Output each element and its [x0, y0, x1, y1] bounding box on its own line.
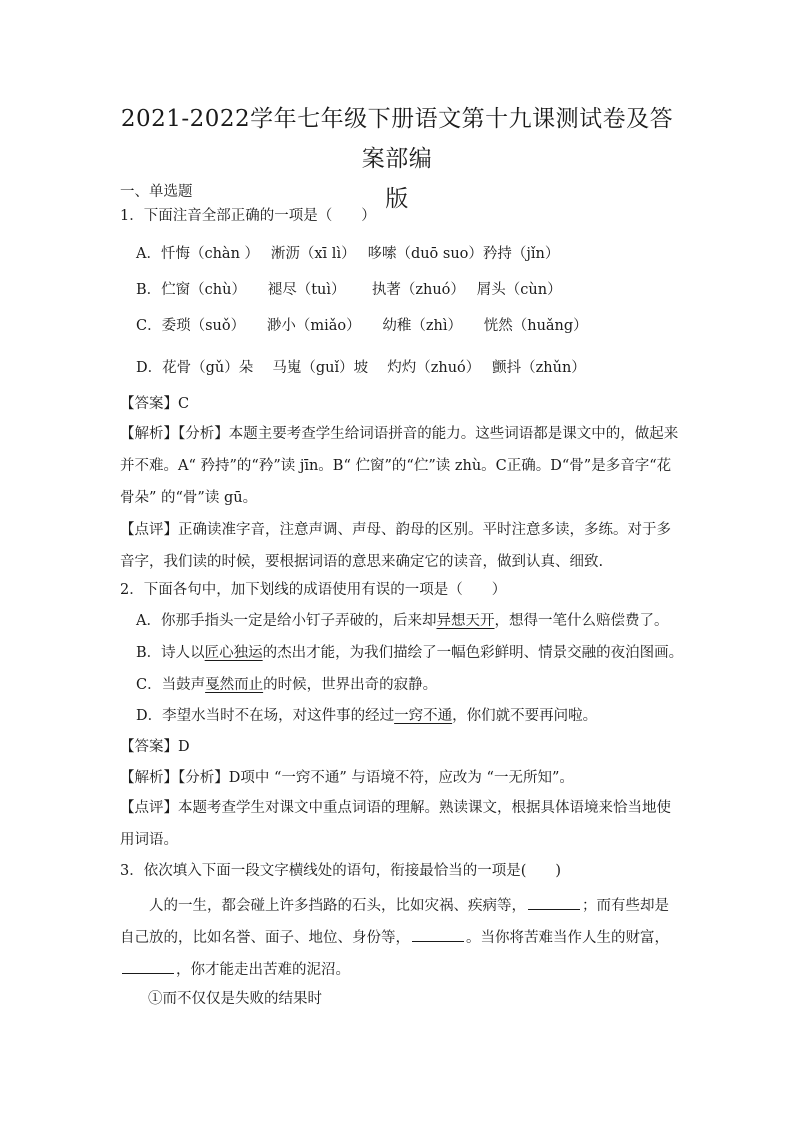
q2-analysis: 【解析】【分析】D项中 “一窍不通” 与语境不符，应改为 “一无所知”。: [120, 770, 574, 786]
q2-option-a: A．你那手指头一定是给小钉子弄破的，后来却异想天开，想得一笔什么赔偿费了。: [136, 613, 669, 629]
q2-b-underlined: 匠心独运: [204, 645, 263, 661]
q1-option-a: A．忏悔（chàn ） 淅沥（xī lì） 哆嗦（duō suo）矜持（jǐn）: [136, 246, 560, 262]
q1-comment: 【点评】正确读准字音，注意声调、声母、韵母的区别。平时注意多读，多练。对于多音字，我们读的时候，要根据词语的意思来确定它的读音，做到认真、细致.: [120, 522, 671, 570]
q1-option-b: B．伫窗（chù） 褪尽（tuì） 执著（zhuó） 屑头（cùn）: [136, 282, 562, 298]
q2-option-d: D．李望水当时不在场，对这件事的经过一窍不通，你们就不要再问啦。: [136, 708, 598, 724]
q2-option-c: C．当鼓声戛然而止的时候，世界出奇的寂静。: [136, 677, 438, 693]
q2-stem: 2．下面各句中，加下划线的成语使用有误的一项是（ ）: [120, 582, 507, 598]
title-line-2: 版: [385, 186, 409, 212]
q3-stem: 3．依次填入下面一段文字横线处的语句，衔接最恰当的一项是( ): [120, 863, 562, 879]
section-heading: 一、单选题: [120, 184, 193, 200]
q1-option-c: C．委琐（suǒ） 渺小（miǎo） 幼稚（zhì） 恍然（huǎng）: [136, 318, 588, 334]
blank-2: [412, 927, 464, 942]
q2-comment: 【点评】本题考查学生对课文中重点词语的理解。熟读课文，根据具体语境来恰当地使用词语。: [120, 800, 671, 848]
document-title: [110, 99, 684, 219]
q3-passage: 人的一生，都会碰上许多挡路的石头，比如灾祸、疾病等， ；而有些却是自己放的，比如名誉、面子、地位、身份等， 。当你将苦难当作人生的财富，，你才能走出苦难的泥沼。: [120, 890, 680, 986]
title-line-1: 2021-2022学年七年级下册语文第十九课测试卷及答案部编: [120, 106, 674, 172]
q2-d-underlined: 一窍不通: [394, 708, 453, 724]
q3-item-1: ①而不仅仅是失败的结果时: [148, 991, 322, 1007]
q1-stem: 1．下面注音全部正确的一项是（ ）: [120, 208, 376, 224]
q2-option-b: B．诗人以匠心独运的杰出才能，为我们描绘了一幅色彩鲜明、情景交融的夜泊图画。: [136, 645, 684, 661]
blank-3: [122, 959, 174, 974]
blank-1: [528, 895, 580, 910]
q2-c-underlined: 戛然而止: [205, 677, 264, 693]
q1-answer: 【答案】C: [120, 396, 190, 412]
q1-analysis: 【解析】【分析】本题主要考查学生给词语拼音的能力。这些词语都是课文中的，做起来并不难。A“ 矜持”的“矜”读 jīn。B“ 伫窗”的“伫”读 zhù。C正确。D“骨”是多音字“花骨朵” 的“骨”读 gū。: [120, 426, 679, 506]
q2-answer: 【答案】D: [120, 739, 190, 755]
q2-a-underlined: 异想天开: [436, 613, 495, 629]
q1-option-d: D．花骨（gǔ）朵 马嵬（guǐ）坡 灼灼（zhuó） 颤抖（zhǔn）: [136, 360, 586, 376]
